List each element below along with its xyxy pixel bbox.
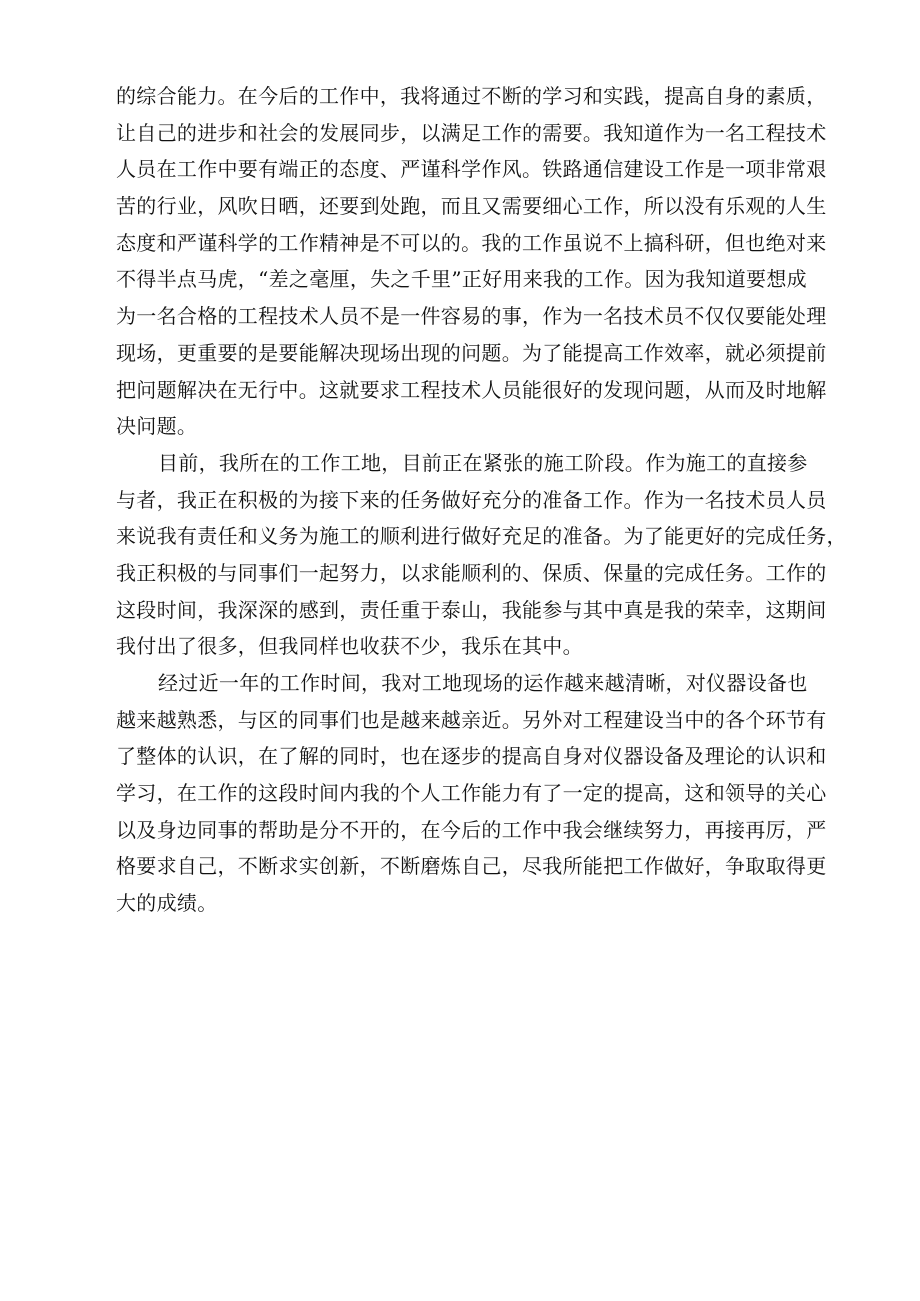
text-line: 格要求自己，不断求实创新，不断磨炼自己，尽我所能把工作做好，争取取得更 <box>116 854 827 879</box>
text-line: 学习，在工作的这段时间内我的个人工作能力有了一定的提高，这和领导的关心 <box>116 781 827 806</box>
text-line: 了整体的认识，在了解的同时，也在逐步的提高自身对仪器设备及理论的认识和 <box>116 744 827 769</box>
text-line: 不得半点马虎，“差之毫厘，失之千里”正好用来我的工作。因为我知道要想成 <box>116 267 807 292</box>
text-line: 我付出了很多，但我同样也收获不少，我乐在其中。 <box>116 634 583 659</box>
text-line: 与者，我正在积极的为接下来的任务做好充分的准备工作。作为一名技术员人员 <box>116 487 827 512</box>
text-line: 这段时间，我深深的感到，责任重于泰山，我能参与其中真是我的荣幸，这期间 <box>116 597 827 622</box>
paragraph-2 <box>116 445 847 665</box>
text-line: 把问题解决在无行中。这就要求工程技术人员能很好的发现问题，从而及时地解 <box>116 377 827 402</box>
text-line: 的综合能力。在今后的工作中，我将通过不断的学习和实践，提高自身的素质， <box>116 84 827 108</box>
text-line: 人员在工作中要有端正的态度、严谨科学作风。铁路通信建设工作是一项非常艰 <box>116 157 827 182</box>
text-line: 目前，我所在的工作工地，目前正在紧张的施工阶段。作为施工的直接参 <box>158 450 808 475</box>
paragraph-1 <box>116 78 827 445</box>
paragraph-3 <box>116 665 827 922</box>
document-body <box>116 78 847 922</box>
text-line: 我正积极的与同事们一起努力，以求能顺利的、保质、保量的完成任务。工作的 <box>116 560 827 585</box>
text-line: 态度和严谨科学的工作精神是不可以的。我的工作虽说不上搞科研，但也绝对来 <box>116 230 827 255</box>
text-line: 苦的行业，风吹日晒，还要到处跑，而且又需要细心工作，所以没有乐观的人生 <box>116 194 827 219</box>
text-line: 经过近一年的工作时间，我对工地现场的运作越来越清晰，对仪器设备也 <box>158 671 808 695</box>
text-line: 来说我有责任和义务为施工的顺利进行做好充足的准备。为了能更好的完成任务， <box>116 524 847 549</box>
text-line: 大的成绩。 <box>116 891 218 916</box>
text-line: 以及身边同事的帮助是分不开的，在今后的工作中我会继续努力，再接再厉，严 <box>116 817 827 842</box>
text-line: 现场，更重要的是要能解决现场出现的问题。为了能提高工作效率，就必须提前 <box>116 340 827 365</box>
text-line: 决问题。 <box>116 414 198 439</box>
text-line: 越来越熟悉，与区的同事们也是越来越亲近。另外对工程建设当中的各个环节有 <box>116 707 827 732</box>
text-line: 让自己的进步和社会的发展同步，以满足工作的需要。我知道作为一名工程技术 <box>116 120 827 145</box>
text-line: 为一名合格的工程技术人员不是一件容易的事，作为一名技术员不仅仅要能处理 <box>116 304 827 329</box>
